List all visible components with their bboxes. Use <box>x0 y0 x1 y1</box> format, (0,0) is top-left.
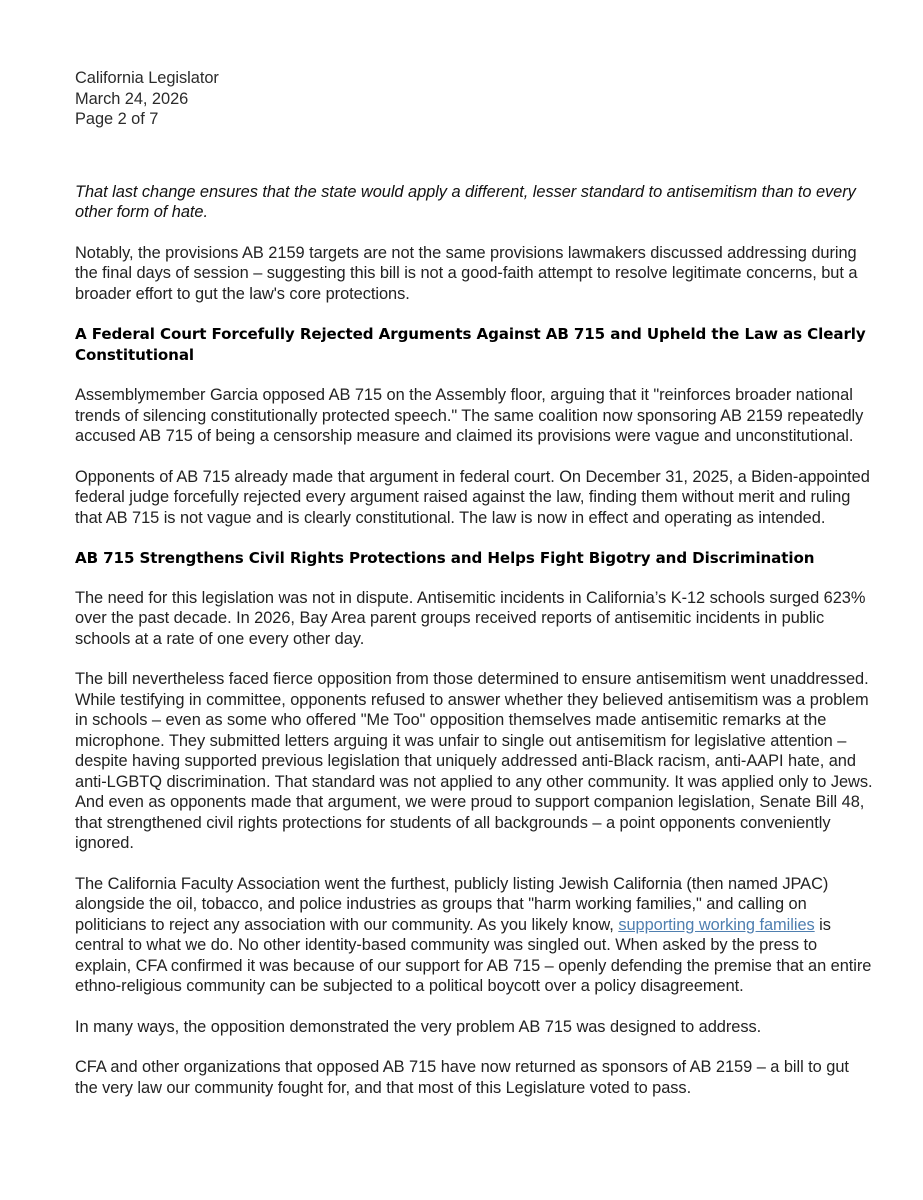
section-heading-civil-rights: AB 715 Strengthens Civil Rights Protections and Helps Fight Bigotry and Discrimination <box>75 549 815 567</box>
paragraph-notably: Notably, the provisions AB 2159 targets are not the same provisions lawmakers discussed addressing during the final days of session – suggesting this bill is not a good-faith attempt to resolve legitimate concerns, but a broader effort to gut the law's core protections. <box>75 243 858 303</box>
section-heading-federal-court: A Federal Court Forcefully Rejected Arguments Against AB 715 and Upheld the Law as Clearly Constitutional <box>75 325 866 364</box>
paragraph-cfa-sponsors: CFA and other organizations that opposed AB 715 have now returned as sponsors of AB 2159 – a bill to gut the very law our community fought for, and that most of this Legislature voted to pass. <box>75 1058 849 1097</box>
date-line: March 24, 2026 <box>75 89 189 108</box>
cfa-text-before-link: The California Faculty Association went the furthest, publicly listing Jewish California (then named JPAC) alongside the oil, tobacco, and police industries as groups that "harm working families," and calling on politicians to reject any association with our community. As you likely know, <box>75 874 829 934</box>
paragraph-opposition-demonstrated: In many ways, the opposition demonstrated the very problem AB 715 was designed to address. <box>75 1017 762 1036</box>
paragraph-cfa <box>75 874 875 997</box>
paragraph-need-for-legislation: The need for this legislation was not in dispute. Antisemitic incidents in California’s K-12 schools surged 623% over the past decade. In 2026, Bay Area parent groups received reports of antisemitic incidents in public schools at a rate of one every other day. <box>75 588 866 648</box>
paragraph-fierce-opposition: The bill nevertheless faced fierce opposition from those determined to ensure antisemitism went unaddressed. While testifying in committee, opponents refused to answer whether they believed antisemitism was a problem in schools – even as some who offered "Me Too" opposition themselves made antisemitic remarks at the microphone. They submitted letters arguing it was unfair to single out antisemitism for legislative attention – despite having supported previous legislation that uniquely addressed anti-Black racism, anti-AAPI hate, and anti-LGBTQ discrimination. That standard was not applied to any other community. It was applied only to Jews. And even as opponents made that argument, we were proud to support companion legislation, Senate Bill 48, that strengthened civil rights protections for students of all backgrounds – a point opponents conveniently ignored. <box>75 670 873 852</box>
italic-statement: That last change ensures that the state would apply a different, lesser standard to antisemitism than to every other form of hate. <box>75 182 856 221</box>
supporting-working-families-link[interactable]: supporting working families <box>618 915 815 934</box>
cfa-text-after-link: is central to what we do. No other identity-based community was singled out. When asked by the press to explain, CFA confirmed it was because of our support for AB 715 – openly defending the premise that an entire ethno-religious community can be subjected to a political boycott over a policy disagreement. <box>75 915 872 995</box>
recipient-line: California Legislator <box>75 69 219 87</box>
paragraph-federal-court-ruling: Opponents of AB 715 already made that argument in federal court. On December 31, 2025, a Biden-appointed federal judge forcefully rejected every argument raised against the law, finding them without merit and ruling that AB 715 is not vague and is clearly constitutional. The law is now in effect and operating as intended. <box>75 467 870 527</box>
letter-body <box>75 68 875 1118</box>
paragraph-garcia-opposition: Assemblymember Garcia opposed AB 715 on the Assembly floor, arguing that it "reinforces broader national trends of silencing constitutionally protected speech." The same coalition now sponsoring AB 2159 repeatedly accused AB 715 of being a censorship measure and claimed its provisions were vague and unconstitutional. <box>75 386 864 445</box>
letter-header <box>75 68 875 130</box>
page-number: Page 2 of 7 <box>75 110 159 128</box>
